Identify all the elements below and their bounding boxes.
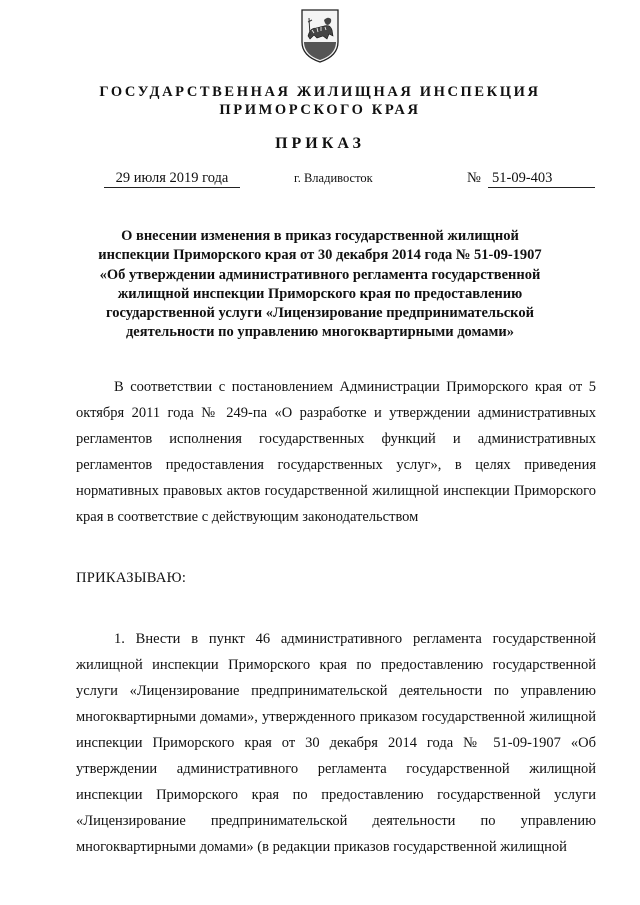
document-type: ПРИКАЗ xyxy=(275,135,365,152)
document-city: г. Владивосток xyxy=(294,171,373,185)
document-title: О внесении изменения в приказ государственной жилищной инспекции Приморского края от 30 декабря 2014 года № 51-09-1907 «Об утверждении административного регламента государственной жилищной инспекции Приморского края по предоставлению государственной услуги «Лицензирование предпринимательской деятельности по управлению многоквартирными домами» xyxy=(98,228,542,341)
number-sign: № xyxy=(467,170,481,186)
document-date: 29 июля 2019 года xyxy=(104,170,240,188)
organization-name-line2: ПРИМОРСКОГО КРАЯ xyxy=(219,102,421,118)
organization-name-line1: ГОСУДАРСТВЕННАЯ ЖИЛИЩНАЯ ИНСПЕКЦИЯ xyxy=(99,84,541,100)
preamble-paragraph: В соответствии с постановлением Администрации Приморского края от 5 октября 2011 года № 249-па «О разработке и утверждении административных регламентов исполнения государственных функций и административных регламентов предоставления государственных услуг», в целях приведения нормативных правовых актов государственной жилищной инспекции Приморского края в соответствие с действующим законодательством xyxy=(76,379,596,525)
item-1-paragraph: 1. Внести в пункт 46 административного регламента государственной жилищной инспекции Приморского края по предоставлению государственной услуги «Лицензирование предпринимательской деятельности по управлению многоквартирными домами», утвержденного приказом государственной жилищной инспекции Приморского края от 30 декабря 2014 года № 51-09-1907 «Об утверждении административного регламента государственной жилищной инспекции Приморского края по предоставлению государственной услуги «Лицензирование предпринимательской деятельности по управлению многоквартирными домами» (в редакции приказов государственной жилищной xyxy=(76,631,596,855)
order-word: ПРИКАЗЫВАЮ: xyxy=(76,570,187,586)
document-number: 51-09-403 xyxy=(488,170,595,188)
coat-of-arms-icon xyxy=(300,6,340,64)
